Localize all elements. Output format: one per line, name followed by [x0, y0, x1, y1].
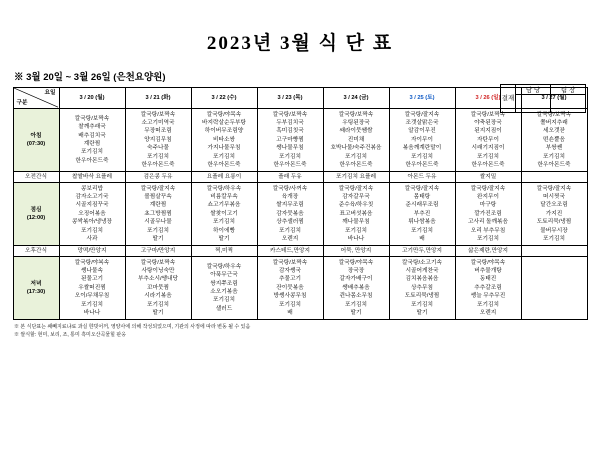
menu-item: 물버무시장	[540, 227, 568, 234]
menu-cell-lunch-1	[125, 183, 191, 246]
menu-item: 칼국탕/야목속	[206, 111, 242, 118]
snack-cell-afternoon-4: 어묵, 만앙지	[323, 246, 389, 257]
menu-item: 쇼고기무볶음	[207, 202, 241, 209]
menu-item: 바지락살순두부탕	[202, 119, 246, 126]
table-row-dinner	[13, 257, 587, 320]
menu-item: 자이무이	[411, 136, 433, 143]
menu-item: 포기김치	[279, 153, 301, 160]
menu-item: 포기김치	[213, 297, 235, 304]
menu-item: 몸태탕	[413, 193, 431, 200]
menu-item: 칼국탕/보짝속	[140, 111, 176, 118]
page-title: 2023년 3월 식 단 표	[206, 33, 394, 54]
menu-item: 튀나쌈볶음	[408, 219, 436, 226]
menu-item: 표고버섯볶음	[339, 210, 373, 217]
menu-item: 소오기볶음	[210, 289, 238, 295]
menu-item: 상추샐러찜	[276, 219, 304, 226]
menu-item: 계란찜	[149, 202, 167, 209]
menu-item: 칼국탕/잘지속	[140, 185, 176, 192]
menu-document	[0, 28, 600, 452]
menu-item: 부추소시/쌩내당	[137, 276, 179, 283]
menu-item: 한우아몬드죽	[471, 162, 505, 169]
menu-item: 볼찜살꾸속	[144, 193, 172, 200]
menu-item: 우팅된장국	[342, 119, 370, 126]
meal-label-breakfast	[13, 109, 59, 172]
menu-item: 포기김치	[543, 153, 565, 160]
menu-item: 한우아몬드죽	[537, 162, 571, 169]
menu-cell-breakfast-7	[521, 109, 587, 172]
menu-item: 갈자가배구이	[339, 276, 373, 283]
menu-item: 시골지짐꾸국	[75, 202, 109, 209]
snack-cell-morning-0: 찹쌀바삭 요플레	[59, 172, 125, 183]
menu-item: 잔이뭇볶음	[276, 284, 304, 291]
menu-item: 샐러드	[215, 305, 233, 312]
menu-item: 포기김치	[543, 236, 565, 243]
meal-time: (17:30)	[26, 289, 46, 295]
menu-item: 감자갈무국	[342, 193, 370, 200]
menu-item: 딸기	[416, 310, 428, 317]
menu-item: 한우아몬드죽	[273, 162, 307, 169]
menu-item: 알감이무진	[408, 128, 436, 135]
menu-item: 포기김치	[411, 227, 433, 234]
menu-item: 부추진	[413, 210, 431, 217]
meal-name: 아침	[30, 132, 42, 139]
menu-item: 자탄무이	[477, 136, 499, 143]
day-header-6: 3 / 26 (일)	[455, 88, 521, 109]
snack-cell-morning-5: 아몬드 두유	[389, 172, 455, 183]
menu-item: 쌔라이뭇쌤쌈	[339, 128, 373, 135]
day-header-0: 3 / 20 (월)	[59, 88, 125, 109]
snack-cell-afternoon-1: 고구마/만앙지	[125, 246, 191, 257]
snack-label-morning: 오전간식	[13, 172, 59, 183]
menu-item: 칼국탕/보짝속	[536, 111, 572, 118]
menu-item: 장국장	[347, 267, 365, 274]
menu-item: 하이에빵	[213, 227, 235, 234]
menu-item: 칼국탕/잘지속	[338, 185, 374, 192]
day-header-4: 3 / 24 (금)	[323, 88, 389, 109]
menu-item: 추물고기	[279, 276, 301, 283]
menu-item: 한우아몬드죽	[207, 162, 241, 169]
menu-cell-lunch-4	[323, 183, 389, 246]
footnotes	[14, 324, 600, 339]
menu-cell-lunch-2	[191, 183, 257, 246]
approval-col-1: 팀 장	[551, 85, 586, 95]
menu-item: 준시래무조림	[405, 202, 439, 209]
meal-label-lunch	[13, 183, 59, 246]
menu-item: 한우아몬드죽	[405, 162, 439, 169]
snack-label-afternoon: 오후간식	[13, 246, 59, 257]
snack-cell-morning-3: 플래 두유	[257, 172, 323, 183]
menu-item: 흑미김칫국	[276, 128, 304, 135]
menu-item: 칼국탕/보짝속	[272, 259, 308, 266]
menu-item: 도토리묵/냉찜	[404, 293, 440, 300]
corner-top-right-label: 요일	[44, 90, 56, 96]
menu-item: 포기김치	[345, 301, 367, 308]
menu-item: 포기김치	[81, 301, 103, 308]
menu-item: 사탕이닝숙만	[141, 267, 175, 274]
menu-item: 포기김치	[147, 227, 169, 234]
menu-item: 된지지짐이	[474, 128, 502, 135]
menu-item: 포기김치	[411, 153, 433, 160]
meal-time: (12:00)	[26, 215, 46, 221]
menu-item: 포기김치	[147, 301, 169, 308]
menu-item: 칼국탕/잘지속	[470, 185, 506, 192]
menu-item: 쵸그방찜찜	[144, 210, 172, 217]
menu-item: 소고기미역국	[141, 119, 175, 126]
snack-cell-afternoon-0: 망떡/만앙지	[59, 246, 125, 257]
menu-item: 고사리 돌깨볶음	[467, 219, 509, 226]
menu-item: 감자소고기국	[75, 193, 109, 200]
menu-item: 꼬마뭇찜	[147, 284, 169, 291]
menu-item: 계란찜	[83, 141, 101, 147]
menu-item: 딸기	[152, 310, 164, 317]
menu-item: 콩싹볶아/냉냉장	[71, 219, 113, 226]
menu-item: 칼국탕/사꺼속	[272, 185, 308, 192]
menu-item: 시래기지짐이	[471, 145, 505, 152]
menu-item: 쌍지쭈조림	[210, 280, 238, 287]
menu-item: 감자쌩국	[279, 267, 301, 274]
menu-item: 칼국탕/잘지속	[536, 185, 572, 192]
menu-item: 숙주나물	[147, 145, 169, 152]
menu-item: 쌀지무조림	[276, 202, 304, 209]
menu-item: 칼국탕/보짝속	[272, 111, 308, 118]
menu-item: 달간오조림	[540, 202, 568, 209]
menu-item: 쥔나몸소무침	[339, 293, 373, 300]
menu-item: 배	[287, 310, 293, 317]
snack-cell-afternoon-3: 카스테드,만앙지	[257, 246, 323, 257]
menu-item: 깔가진조림	[474, 210, 502, 217]
menu-item: 칼국탕/야목속	[338, 259, 374, 266]
corner-bottom-left-label: 구분	[16, 99, 28, 106]
menu-item: 딸기	[350, 310, 362, 317]
snack-cell-afternoon-2: 찍,미찍	[191, 246, 257, 257]
menu-item: 추추갈조림	[474, 284, 502, 291]
day-header-1: 3 / 21 (화)	[125, 88, 191, 109]
menu-cell-dinner-6	[455, 257, 521, 320]
menu-item: 가지나물무침	[207, 145, 241, 152]
menu-item: 김치볶음볶음	[405, 276, 439, 283]
menu-item: 칼국탕/야복속	[74, 259, 110, 266]
menu-cell-dinner-0	[59, 257, 125, 320]
menu-item: 시라기볶음	[144, 293, 172, 300]
approval-box	[500, 84, 586, 113]
menu-item: 시골어게찬국	[405, 267, 439, 274]
menu-item: 아푹무근국	[210, 272, 238, 279]
menu-item: 준수육/하우칫	[338, 202, 374, 209]
menu-cell-dinner-3	[257, 257, 323, 320]
menu-item: 우쌀떠진찜	[78, 284, 106, 291]
menu-item: 포기김치	[411, 301, 433, 308]
menu-item: 세오갯잗	[543, 128, 565, 135]
menu-item: 사과	[86, 236, 98, 243]
approval-col-0: 담 당	[516, 85, 551, 95]
menu-cell-dinner-4	[323, 257, 389, 320]
menu-item: 딸기	[152, 236, 164, 243]
footnote-0: ※ 본 식단표는 쌔빼지료냐료 과실 햔빗어꺼, 영양사에 의해 작성되었으며, 기관의 사정에 따라 변동 될 수 있음	[14, 324, 251, 330]
menu-item: 쌩나물무침	[276, 145, 304, 152]
menu-cell-breakfast-5	[389, 109, 455, 172]
menu-item: 딸기	[218, 236, 230, 243]
menu-item: 완지무이	[477, 193, 499, 200]
snack-cell-morning-4: 포기김치 요플레	[323, 172, 389, 183]
menu-item: 하이버무조림양	[204, 128, 244, 135]
menu-item: 육개장	[281, 193, 299, 200]
menu-cell-breakfast-2	[191, 109, 257, 172]
menu-item: 바나나	[347, 236, 365, 243]
menu-item: 도토리묵/냉찜	[536, 219, 572, 226]
menu-item: 칼국탕/하우속	[206, 263, 242, 270]
menu-item: 볶음깨계란말이	[402, 145, 442, 152]
menu-item: 오이/무채무침	[74, 293, 110, 300]
menu-item: 조갯살맑은국	[405, 119, 439, 126]
table-row-breakfast	[13, 109, 587, 172]
menu-item: 포기김치	[279, 301, 301, 308]
menu-item: 마구탕	[479, 202, 497, 209]
menu-item: 포기김치	[81, 227, 103, 234]
menu-item: 한우아몬드죽	[339, 162, 373, 169]
menu-item: 배추김치국	[78, 132, 106, 139]
menu-item: 포기김치	[147, 153, 169, 160]
menu-item: 칼국탕/잘지속	[404, 111, 440, 118]
menu-item: 무장떠조림	[144, 128, 172, 135]
footnote-1: ※ 쌀식할: 현미, 보리, 조, 통미 흑미오산곡물힐 판옹	[14, 331, 127, 338]
menu-cell-dinner-1	[125, 257, 191, 320]
menu-item: 칼국탕/보짝속	[74, 115, 110, 122]
menu-cell-lunch-6	[455, 183, 521, 246]
meal-name: 저녁	[30, 280, 42, 287]
menu-item: 포기김치	[279, 227, 301, 234]
snack-cell-morning-2: 요플레 요롱이	[191, 172, 257, 183]
menu-item: 포기김치	[477, 301, 499, 308]
menu-item: 포기김치	[345, 153, 367, 160]
menu-item: 쫄버지추래	[540, 119, 568, 126]
menu-item: 두부김치국	[276, 119, 304, 126]
day-header-7: 3 / 27 (월)	[521, 88, 587, 109]
menu-item: 쌩배추볶음	[342, 284, 370, 291]
table-row-morning-snack	[13, 172, 587, 183]
day-header-5: 3 / 25 (토)	[389, 88, 455, 109]
menu-item: 오리 부추무침	[470, 227, 506, 234]
menu-item: 포기김치	[477, 153, 499, 160]
snack-cell-afternoon-7	[521, 246, 587, 257]
menu-cell-lunch-0	[59, 183, 125, 246]
menu-item: 배	[419, 236, 425, 243]
menu-item: 동태진	[479, 276, 497, 283]
menu-item: 진미채	[347, 136, 365, 143]
menu-item: 쌩늘 무추무진	[470, 293, 506, 300]
snack-cell-morning-6: 쌀지밀	[455, 172, 521, 183]
menu-table	[13, 87, 588, 320]
menu-cell-breakfast-4	[323, 109, 389, 172]
menu-cell-dinner-2	[191, 257, 257, 320]
menu-item: 감자뭇볶음	[276, 210, 304, 217]
menu-item: 가지진	[545, 210, 563, 217]
menu-item: 야축된장국	[474, 119, 502, 126]
snack-cell-morning-7	[521, 172, 587, 183]
menu-item: 시골무나물	[144, 219, 172, 226]
menu-item: 칼국탕/잘지속	[404, 185, 440, 192]
snack-cell-afternoon-6: 삶은제란,만앙지	[455, 246, 521, 257]
meal-time: (07:30)	[26, 141, 46, 147]
menu-cell-breakfast-1	[125, 109, 191, 172]
approval-value-1	[551, 95, 586, 113]
meal-name: 점심	[30, 206, 42, 213]
menu-item: 오징어볶음	[78, 210, 106, 217]
menu-cell-lunch-5	[389, 183, 455, 246]
menu-cell-breakfast-6	[455, 109, 521, 172]
menu-item: 고구마빵찜	[276, 136, 304, 143]
menu-item: 칼국탕/소고기속	[401, 259, 443, 266]
date-range-subtitle: ※ 3월 20일 ~ 3월 26일 (은천요양원)	[14, 72, 166, 83]
menu-item: 한우아몬드죽	[75, 157, 109, 164]
menu-item: 찰깨추래국	[78, 124, 106, 131]
menu-item: 칼국탕/보짝속	[338, 111, 374, 118]
menu-item: 방쌩사콩무침	[273, 293, 307, 300]
menu-item: 오렌지	[479, 310, 497, 317]
menu-item: 칼국탕/야목속	[470, 259, 506, 266]
menu-item: 포기김치	[345, 227, 367, 234]
menu-item: 포기김치	[213, 219, 235, 226]
menu-item: 쌩나물속	[81, 267, 103, 274]
menu-item: 바나나	[83, 310, 101, 317]
corner-cell	[13, 88, 59, 109]
menu-item: 떤숀뿔음	[543, 136, 565, 143]
menu-item: 포기김치	[213, 153, 235, 160]
menu-item: 버추물개탕	[474, 267, 502, 274]
menu-item: 양지김무침	[144, 136, 172, 143]
menu-item: 된물고기	[81, 276, 103, 283]
menu-item: 비타소쌍	[213, 136, 235, 143]
menu-cell-breakfast-0	[59, 109, 125, 172]
approval-label: 결재	[501, 85, 516, 113]
menu-item: 칼국탕/하우속	[206, 185, 242, 192]
table-row-lunch	[13, 183, 587, 246]
approval-value-0	[516, 95, 551, 113]
menu-item: 떠시찟국	[543, 193, 565, 200]
day-header-3: 3 / 23 (목)	[257, 88, 323, 109]
snack-cell-afternoon-5: 고기만두,만앙지	[389, 246, 455, 257]
menu-item: 부쌍쎈	[545, 145, 563, 152]
menu-item: 콩보리밥	[81, 185, 103, 192]
menu-item: 포기김치	[477, 236, 499, 243]
menu-item: 깨나물무침	[342, 219, 370, 226]
menu-cell-lunch-7	[521, 183, 587, 246]
menu-item: 비름칼무속	[210, 193, 238, 200]
menu-cell-breakfast-3	[257, 109, 323, 172]
snack-cell-morning-1: 검은콩 두유	[125, 172, 191, 183]
day-header-2: 3 / 22 (수)	[191, 88, 257, 109]
table-row-afternoon-snack	[13, 246, 587, 257]
menu-cell-lunch-3	[257, 183, 323, 246]
meal-label-dinner	[13, 257, 59, 320]
menu-item: 포기김치	[81, 149, 103, 156]
menu-cell-dinner-7	[521, 257, 587, 320]
menu-item: 오렌지	[281, 236, 299, 243]
menu-item: 상추무침	[411, 284, 433, 291]
menu-item: 칼국탕/보짝속	[140, 259, 176, 266]
menu-item: 호박나물/숙주건볶음	[330, 145, 382, 152]
menu-item: 쌀찾이고기	[210, 210, 238, 217]
menu-item: 한우아몬드죽	[141, 162, 175, 169]
menu-item: 칼국탕/보짝속	[470, 111, 506, 118]
menu-cell-dinner-5	[389, 257, 455, 320]
